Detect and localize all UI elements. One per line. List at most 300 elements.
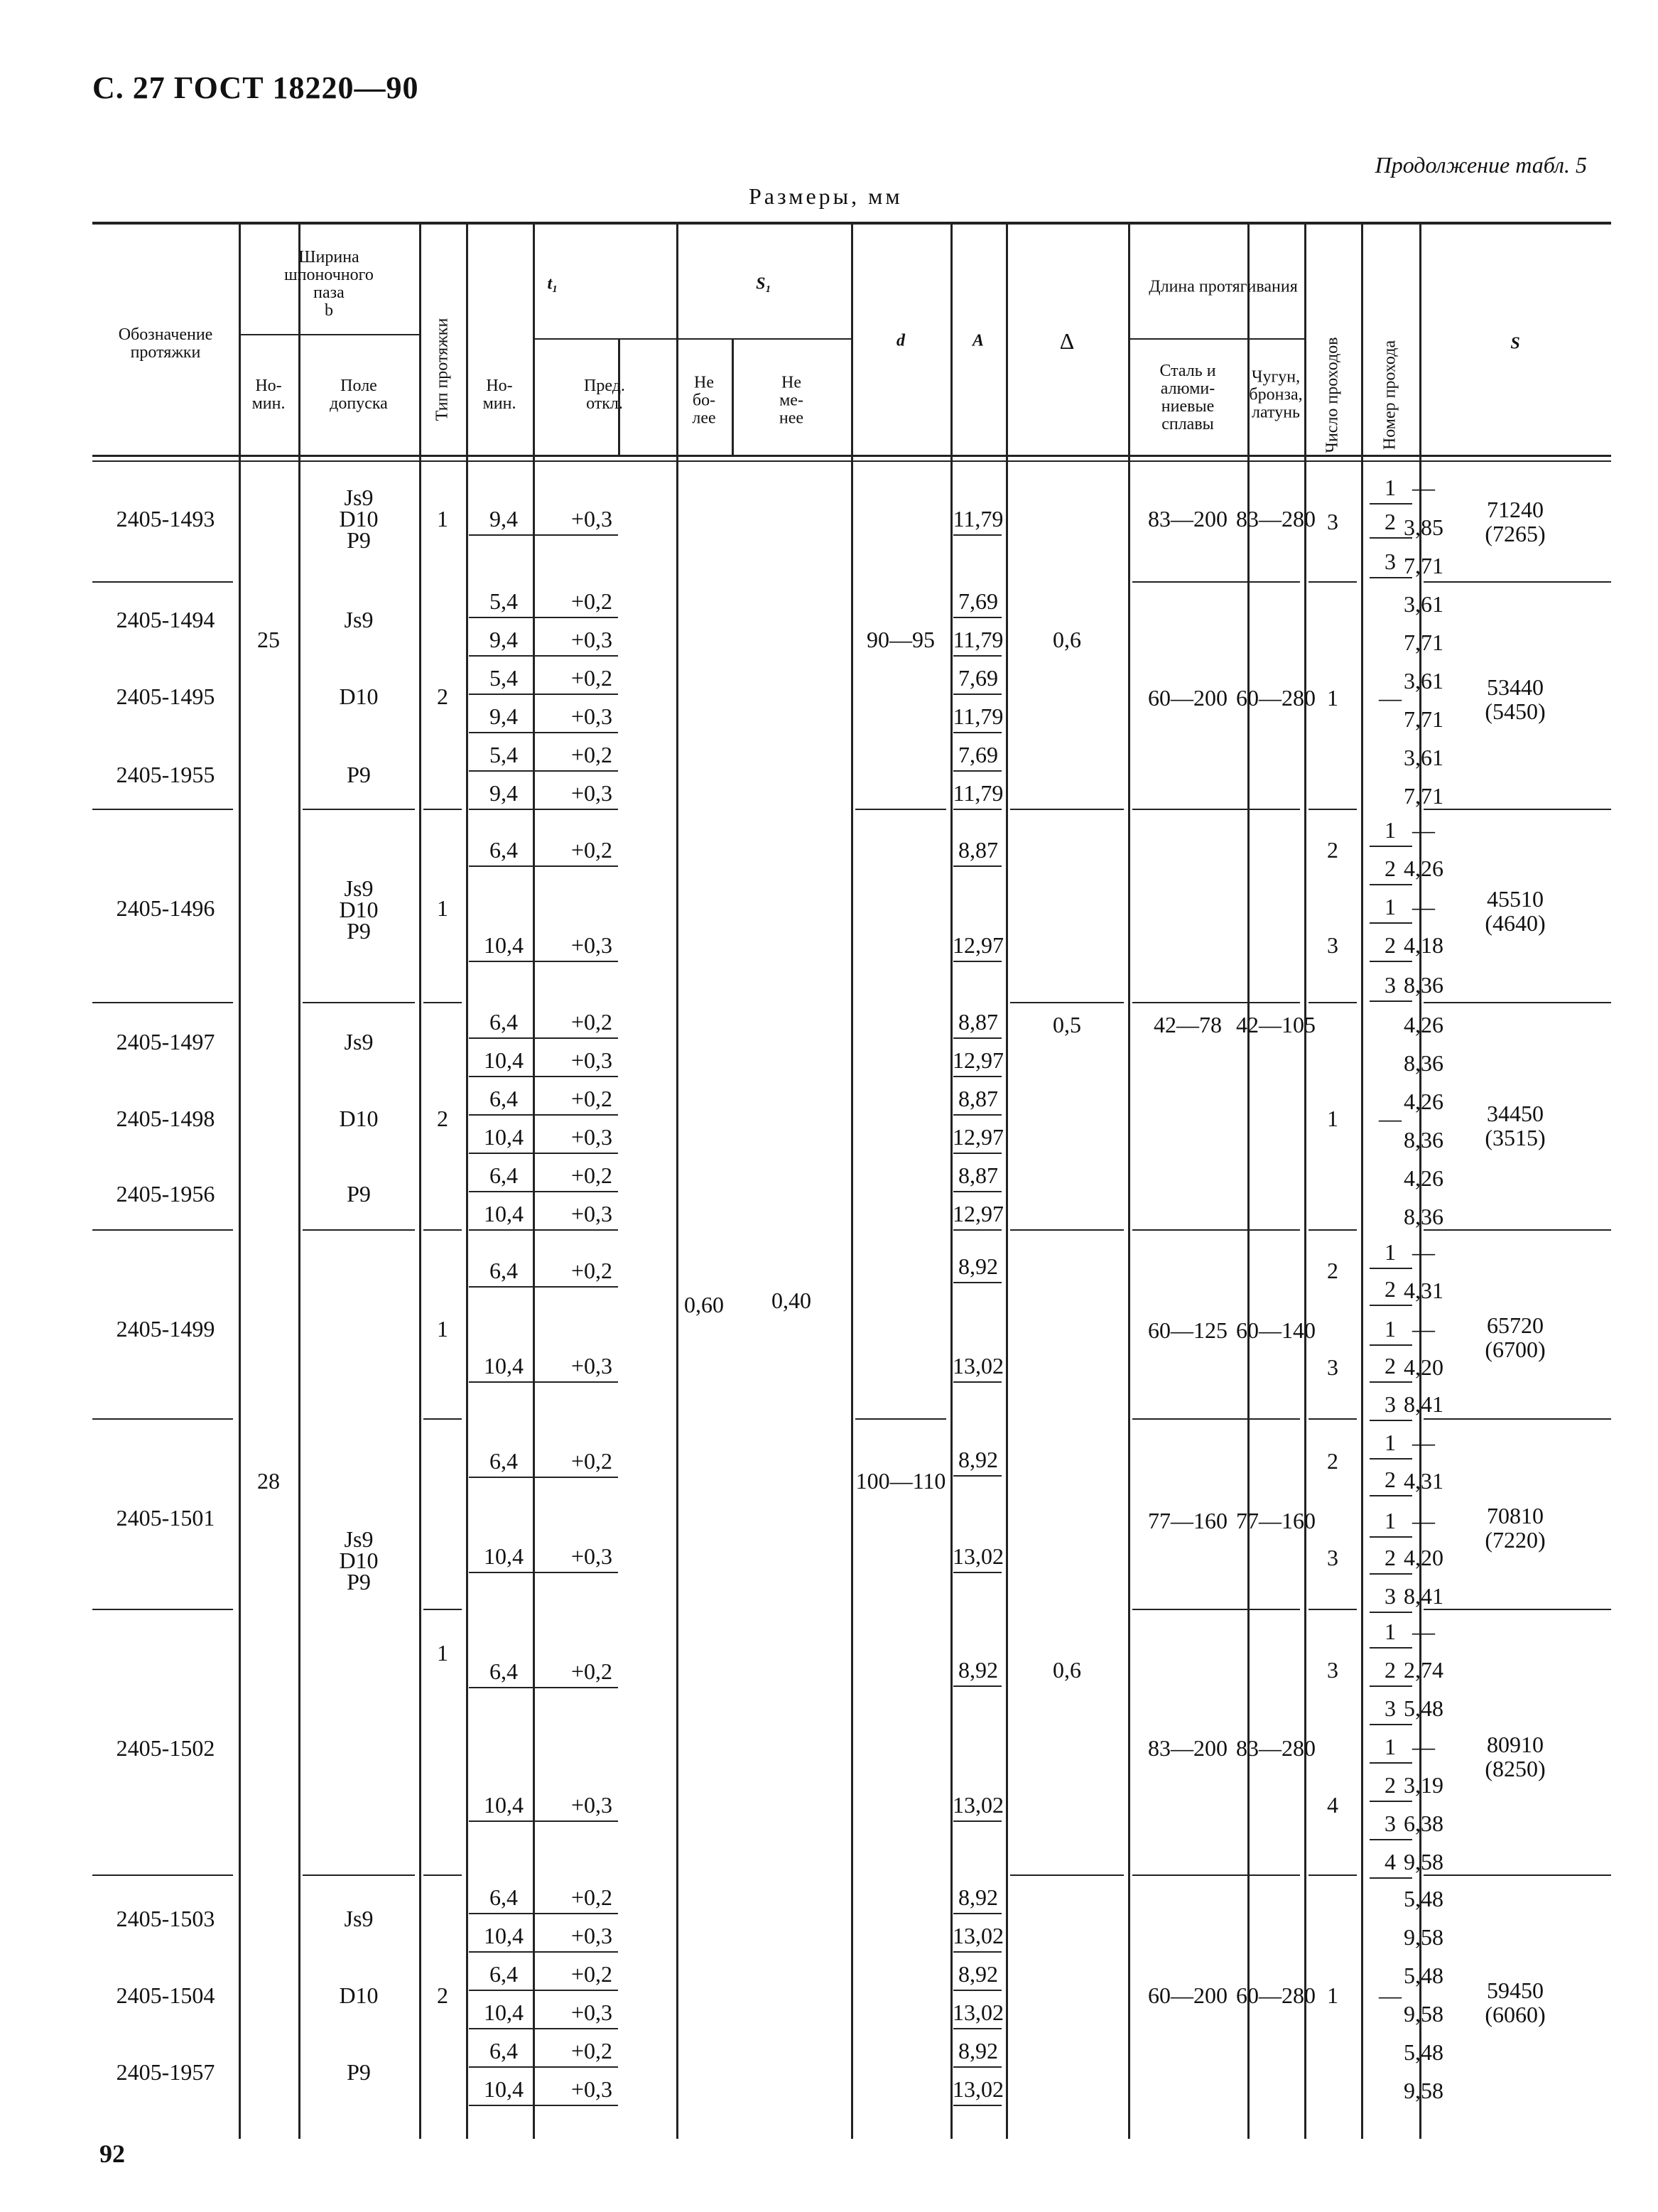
- column-rule: [1128, 222, 1130, 2139]
- t1-deviation: +0,2: [570, 1162, 613, 1188]
- header-t1-nominal-line: Но-: [486, 377, 513, 395]
- value-underline: [469, 1229, 618, 1231]
- value-underline: [469, 2028, 618, 2029]
- passes-count: 2: [1327, 837, 1338, 863]
- diameter-group: 100—110: [855, 1468, 946, 1494]
- value-underline: [953, 1572, 1002, 1573]
- S-value: 4,20: [1404, 1545, 1443, 1570]
- row-rule: [1424, 809, 1611, 810]
- header-t1-deviation-line: откл.: [586, 394, 623, 413]
- value-underline: [469, 865, 618, 867]
- row-rule: [1010, 1229, 1124, 1231]
- passes-count: 3: [1327, 1354, 1338, 1380]
- pass-number: 2: [1385, 1276, 1396, 1302]
- row-rule: [423, 1418, 462, 1420]
- header-tolerance-field-line: допуска: [330, 394, 388, 413]
- pass-number: 2: [1385, 1353, 1396, 1379]
- dimension-A: 11,79: [953, 627, 1004, 652]
- row-rule: [92, 1609, 233, 1610]
- tolerance-field-line: Js9: [344, 1906, 374, 1931]
- header-sub-rule: [1128, 338, 1304, 340]
- passes-count: 2: [1327, 1258, 1338, 1283]
- broach-designation: 2405-1501: [116, 1505, 215, 1531]
- broach-designation: 2405-1957: [116, 2059, 215, 2085]
- length-steel: 60—200: [1148, 685, 1228, 711]
- value-underline: [469, 1820, 618, 1822]
- length-cast-iron: 60—280: [1236, 1982, 1316, 2008]
- broach-force-line: 65720: [1487, 1312, 1544, 1338]
- S-value: 8,41: [1404, 1583, 1443, 1609]
- t1-deviation: +0,2: [570, 1448, 613, 1474]
- value-underline: [1370, 1495, 1412, 1496]
- S-value: 8,36: [1404, 1204, 1443, 1229]
- S-value: 4,20: [1404, 1354, 1443, 1380]
- S-value: 4,31: [1404, 1468, 1443, 1494]
- passes-count: 3: [1327, 932, 1338, 958]
- header-broach-length: Длина протягивания: [1149, 277, 1298, 296]
- pass-number: 2: [1385, 856, 1396, 881]
- column-rule: [419, 222, 421, 2139]
- value-underline: [469, 1951, 618, 1953]
- value-underline: [469, 809, 618, 810]
- S-value: 4,26: [1404, 1165, 1443, 1191]
- row-rule: [1424, 1874, 1611, 1876]
- value-underline: [1370, 1724, 1412, 1725]
- row-rule: [92, 1874, 233, 1876]
- row-rule: [1132, 1229, 1300, 1231]
- length-steel: 83—200: [1148, 1735, 1228, 1761]
- passes-count: 3: [1327, 1545, 1338, 1570]
- value-underline: [953, 961, 1002, 962]
- dimension-A: 8,92: [958, 1657, 998, 1683]
- value-underline: [953, 1114, 1002, 1116]
- S-value: 9,58: [1404, 2078, 1443, 2103]
- tolerance-field-line: D10: [339, 897, 379, 922]
- column-rule: [676, 222, 678, 2139]
- t1-nominal: 10,4: [484, 1923, 524, 1948]
- t1-deviation: +0,3: [570, 2000, 613, 2025]
- value-underline: [469, 1687, 618, 1688]
- broach-designation: 2405-1956: [116, 1181, 215, 1207]
- t1-nominal: 10,4: [484, 1543, 524, 1569]
- S-value: 8,36: [1404, 972, 1443, 998]
- tolerance-field: [345, 1031, 374, 1052]
- dimension-A: 8,92: [958, 1253, 998, 1279]
- S-value: 5,48: [1404, 1886, 1443, 1911]
- value-underline: [469, 961, 618, 962]
- broach-type: 2: [437, 1106, 448, 1131]
- length-steel: 60—200: [1148, 1982, 1228, 2008]
- pass-number: 3: [1385, 1811, 1396, 1836]
- header-tolerance-field: [330, 377, 388, 413]
- broach-designation: 2405-1498: [116, 1106, 215, 1131]
- row-rule: [423, 1002, 462, 1003]
- header-cast-iron-line: бронза,: [1249, 385, 1303, 404]
- tolerance-field: [339, 487, 378, 551]
- delta-value: 0,6: [1053, 1657, 1081, 1683]
- S-value: —: [1412, 475, 1435, 500]
- value-underline: [953, 732, 1002, 733]
- value-underline: [1370, 1344, 1412, 1346]
- t1-deviation: +0,2: [570, 665, 613, 691]
- row-rule: [423, 1874, 462, 1876]
- t1-nominal: 10,4: [484, 1201, 524, 1226]
- t1-nominal: 9,4: [489, 703, 518, 729]
- t1-deviation: +0,2: [570, 1009, 613, 1035]
- t1-deviation: +0,3: [570, 1923, 613, 1948]
- row-rule: [92, 581, 233, 583]
- row-rule: [423, 1609, 462, 1610]
- header-s1-max: [692, 374, 715, 428]
- S-value: 5,48: [1404, 2039, 1443, 2065]
- dimension-A: 13,02: [953, 2000, 1004, 2025]
- length-cast-iron: 83—280: [1236, 506, 1316, 532]
- header-steel-line: алюми-: [1160, 379, 1215, 398]
- value-underline: [469, 770, 618, 772]
- value-underline: [953, 1990, 1002, 1991]
- value-underline: [1370, 1839, 1412, 1840]
- pass-number: 3: [1385, 1583, 1396, 1609]
- tolerance-field-line: P9: [347, 1181, 371, 1207]
- length-cast-iron: 42—105: [1236, 1012, 1316, 1037]
- header-designation: [119, 326, 213, 362]
- length-steel: 42—78: [1154, 1012, 1222, 1037]
- dimension-A: 8,87: [958, 1162, 998, 1188]
- passes-count: 1: [1327, 1106, 1338, 1131]
- pass-number: 2: [1385, 932, 1396, 958]
- t1-deviation: +0,3: [570, 506, 613, 532]
- S-value: 3,85: [1404, 514, 1443, 540]
- broach-force-line: 53440: [1487, 674, 1544, 700]
- dimension-A: 8,92: [958, 1961, 998, 1987]
- pass-number: 3: [1385, 972, 1396, 998]
- value-underline: [953, 770, 1002, 772]
- row-rule: [1424, 1002, 1611, 1003]
- pass-number: 3: [1385, 549, 1396, 574]
- row-rule: [423, 809, 462, 810]
- value-underline: [469, 1477, 618, 1478]
- row-rule: [1308, 581, 1357, 583]
- header-t1: t₁: [547, 274, 558, 293]
- header-steel: [1159, 362, 1215, 433]
- dimension-A: 8,87: [958, 1086, 998, 1111]
- keyway-width-group: 25: [257, 627, 280, 652]
- column-rule: [1006, 222, 1008, 2139]
- value-underline: [469, 2105, 618, 2106]
- tolerance-field: [339, 686, 378, 707]
- row-rule: [855, 809, 946, 810]
- t1-nominal: 10,4: [484, 2000, 524, 2025]
- row-rule: [1424, 1418, 1611, 1420]
- value-underline: [953, 1076, 1002, 1077]
- pass-number: 1: [1385, 1508, 1396, 1533]
- S-value: —: [1412, 1316, 1435, 1342]
- S-value: 7,71: [1404, 706, 1443, 732]
- header-designation-line: протяжки: [130, 343, 201, 362]
- length-cast-iron: 60—140: [1236, 1317, 1316, 1343]
- column-rule: [732, 338, 734, 455]
- t1-nominal: 5,4: [489, 742, 518, 767]
- value-underline: [953, 2105, 1002, 2106]
- S-value: 4,26: [1404, 856, 1443, 881]
- S-value: 7,71: [1404, 783, 1443, 809]
- row-rule: [1424, 1609, 1611, 1610]
- value-underline: [469, 617, 618, 618]
- column-rule: [1361, 222, 1363, 2139]
- value-underline: [469, 1572, 618, 1573]
- S-value: —: [1412, 1619, 1435, 1644]
- header-designation-line: Обозначение: [118, 325, 213, 344]
- header-cast-iron: [1249, 369, 1302, 422]
- column-rule: [298, 222, 300, 2139]
- row-rule: [1132, 1002, 1300, 1003]
- value-underline: [1370, 1647, 1412, 1649]
- dimension-A: 12,97: [953, 1047, 1004, 1073]
- header-keyway-width-line: Ширина: [298, 248, 359, 266]
- dimension-A: 13,02: [953, 1353, 1004, 1379]
- value-underline: [1370, 1801, 1412, 1802]
- pass-number: 2: [1385, 1772, 1396, 1798]
- S-value: —: [1412, 1734, 1435, 1759]
- S-value: —: [1412, 1239, 1435, 1265]
- broach-force-line: 70810: [1487, 1503, 1544, 1528]
- tolerance-field: [339, 1982, 379, 2008]
- t1-nominal: 10,4: [484, 1353, 524, 1379]
- value-underline: [1370, 884, 1412, 885]
- broach-force: [1485, 1101, 1545, 1150]
- tolerance-field-line: Js9: [344, 875, 374, 901]
- dimension-A: 13,02: [953, 2076, 1004, 2102]
- value-underline: [1370, 846, 1412, 847]
- tolerance-field: [339, 1526, 379, 1595]
- row-rule: [1308, 1609, 1357, 1610]
- row-rule: [1132, 1609, 1300, 1610]
- S-value: 7,71: [1404, 553, 1443, 578]
- tolerance-field-line: D10: [339, 1548, 379, 1573]
- S-value: 5,48: [1404, 1695, 1443, 1721]
- t1-deviation: +0,3: [570, 1792, 613, 1818]
- dimension-A: 13,02: [953, 1923, 1004, 1948]
- column-rule: [239, 222, 241, 2139]
- header-broach-type: Тип протяжки: [433, 318, 452, 421]
- dimension-A: 8,92: [958, 1447, 998, 1472]
- broach-force-line: (7220): [1485, 1527, 1546, 1553]
- value-underline: [469, 1286, 618, 1288]
- delta-group: 0,6: [1053, 627, 1081, 652]
- broach-force: [1485, 1313, 1545, 1361]
- header-steel-line: ниевые: [1161, 397, 1215, 416]
- row-rule: [303, 809, 415, 810]
- tolerance-field: [345, 1908, 374, 1929]
- header-nominal-line: Но-: [255, 377, 282, 395]
- tolerance-field-line: P9: [347, 527, 371, 553]
- header-s1-max-line: бо-: [692, 391, 716, 410]
- header-s1-min-line: нее: [779, 409, 804, 428]
- pass-number: 1: [1385, 817, 1396, 843]
- dimension-A: 12,97: [953, 1201, 1004, 1226]
- row-rule: [1132, 1418, 1300, 1420]
- S-value: —: [1412, 1508, 1435, 1533]
- t1-deviation: +0,2: [570, 1658, 613, 1684]
- value-underline: [1370, 1536, 1412, 1538]
- value-underline: [953, 1153, 1002, 1154]
- column-rule: [851, 222, 853, 2139]
- value-underline: [953, 1475, 1002, 1477]
- t1-nominal: 6,4: [489, 837, 518, 863]
- t1-deviation: +0,2: [570, 1086, 613, 1111]
- header-cast-iron-line: Чугун,: [1251, 367, 1301, 387]
- row-rule: [1308, 1874, 1357, 1876]
- value-underline: [1370, 1420, 1412, 1421]
- S-value: 4,31: [1404, 1278, 1443, 1303]
- value-underline: [1370, 503, 1412, 505]
- passes-count: 2: [1327, 1448, 1338, 1474]
- pass-number: 3: [1385, 1391, 1396, 1417]
- broach-designation: 2405-1493: [116, 506, 215, 532]
- header-s1-max-line: лее: [692, 409, 716, 428]
- dimension-A: 8,87: [958, 837, 998, 863]
- value-underline: [469, 1990, 618, 1991]
- row-rule: [92, 1229, 233, 1231]
- tolerance-field: [347, 1181, 371, 1207]
- dimension-A: 8,87: [958, 1009, 998, 1035]
- s1-max-value: 0,60: [684, 1292, 724, 1317]
- value-underline: [953, 1951, 1002, 1953]
- header-passes-count: Число проходов: [1323, 337, 1342, 453]
- header-s1-min: [779, 374, 803, 428]
- units-caption: Размеры, мм: [749, 183, 903, 209]
- S-value: 9,58: [1404, 2001, 1443, 2027]
- pass-number: —: [1379, 1106, 1402, 1131]
- S-value: 4,26: [1404, 1089, 1443, 1114]
- t1-deviation: +0,3: [570, 932, 613, 958]
- tolerance-field-line: Js9: [344, 485, 374, 510]
- pass-number: 1: [1385, 894, 1396, 919]
- tolerance-field-line: D10: [339, 1982, 379, 2008]
- broach-type: 1: [437, 895, 448, 921]
- tolerance-field-line: P9: [347, 762, 371, 787]
- tolerance-field-line: P9: [347, 1569, 371, 1595]
- t1-nominal: 6,4: [489, 2038, 518, 2063]
- S-value: 3,19: [1404, 1772, 1443, 1798]
- row-rule: [855, 1418, 946, 1420]
- value-underline: [1370, 1458, 1412, 1460]
- broach-force-line: 71240: [1487, 497, 1544, 522]
- t1-nominal: 10,4: [484, 1792, 524, 1818]
- t1-deviation: +0,2: [570, 837, 613, 863]
- header-nominal: [252, 377, 286, 413]
- broach-designation: 2405-1503: [116, 1906, 215, 1931]
- broach-designation: 2405-1496: [116, 895, 215, 921]
- t1-nominal: 9,4: [489, 627, 518, 652]
- passes-count: 3: [1327, 509, 1338, 534]
- value-underline: [1370, 1762, 1412, 1764]
- broach-force: [1485, 675, 1545, 723]
- tolerance-field-line: Js9: [344, 1029, 374, 1054]
- row-rule: [303, 1874, 415, 1876]
- pass-number: 2: [1385, 1545, 1396, 1570]
- broach-force-line: 59450: [1487, 1978, 1544, 2003]
- header-steel-line: Сталь и: [1159, 362, 1216, 380]
- tolerance-field-line: D10: [339, 1106, 379, 1131]
- t1-deviation: +0,3: [570, 1353, 613, 1379]
- passes-count: 1: [1327, 1982, 1338, 2008]
- value-underline: [1370, 1305, 1412, 1306]
- t1-nominal: 10,4: [484, 1047, 524, 1073]
- length-steel: 83—200: [1148, 506, 1228, 532]
- row-rule: [1308, 809, 1357, 810]
- row-rule: [92, 1002, 233, 1003]
- value-underline: [469, 732, 618, 733]
- delta-value: 0,5: [1053, 1012, 1081, 1037]
- dimension-A: 12,97: [953, 932, 1004, 958]
- value-underline: [1370, 961, 1412, 962]
- value-underline: [1370, 1381, 1412, 1383]
- value-underline: [1370, 922, 1412, 924]
- t1-nominal: 6,4: [489, 1162, 518, 1188]
- column-rule: [466, 222, 468, 2139]
- t1-deviation: +0,2: [570, 2038, 613, 2063]
- t1-deviation: +0,2: [570, 1258, 613, 1283]
- tolerance-field-line: P9: [347, 918, 371, 944]
- value-underline: [469, 2066, 618, 2068]
- header-t1-nominal-line: мин.: [482, 394, 516, 413]
- pass-number: 1: [1385, 1239, 1396, 1265]
- t1-nominal: 6,4: [489, 1448, 518, 1474]
- value-underline: [469, 1153, 618, 1154]
- broach-designation: 2405-1504: [116, 1982, 215, 2008]
- dimension-A: 7,69: [958, 665, 998, 691]
- value-underline: [1370, 1685, 1412, 1687]
- t1-nominal: 9,4: [489, 780, 518, 806]
- header-s1-min-line: ме-: [779, 391, 803, 410]
- row-rule: [1132, 809, 1300, 810]
- broach-type: 2: [437, 1982, 448, 2008]
- header-t1-deviation: [584, 377, 625, 413]
- row-rule: [423, 1229, 462, 1231]
- S-value: 5,48: [1404, 1963, 1443, 1988]
- header-keyway-width-line: b: [325, 301, 333, 320]
- dimension-A: 11,79: [953, 703, 1004, 729]
- S-value: 3,61: [1404, 591, 1443, 617]
- header-keyway-width-line: шпоночного: [284, 266, 374, 284]
- value-underline: [469, 1913, 618, 1914]
- t1-deviation: +0,2: [570, 1884, 613, 1910]
- t1-deviation: +0,3: [570, 1543, 613, 1569]
- t1-deviation: +0,3: [570, 703, 613, 729]
- t1-nominal: 6,4: [489, 1658, 518, 1684]
- row-rule: [1010, 809, 1124, 810]
- dimension-A: 8,92: [958, 2038, 998, 2063]
- s1-min-value: 0,40: [771, 1288, 811, 1313]
- S-value: —: [1412, 894, 1435, 919]
- row-rule: [1132, 1874, 1300, 1876]
- length-cast-iron: 83—280: [1236, 1735, 1316, 1761]
- broach-force-line: 80910: [1487, 1732, 1544, 1757]
- pass-number: 1: [1385, 1430, 1396, 1455]
- pass-number: 1: [1385, 1316, 1396, 1342]
- broach-force: [1485, 1732, 1545, 1781]
- value-underline: [469, 1191, 618, 1192]
- S-value: 2,74: [1404, 1657, 1443, 1683]
- value-underline: [1370, 1573, 1412, 1575]
- broach-force: [1485, 1978, 1545, 2027]
- t1-nominal: 10,4: [484, 2076, 524, 2102]
- S-value: —: [1412, 1430, 1435, 1455]
- broach-designation: 2405-1955: [116, 762, 215, 787]
- t1-deviation: +0,3: [570, 627, 613, 652]
- row-rule: [1308, 1002, 1357, 1003]
